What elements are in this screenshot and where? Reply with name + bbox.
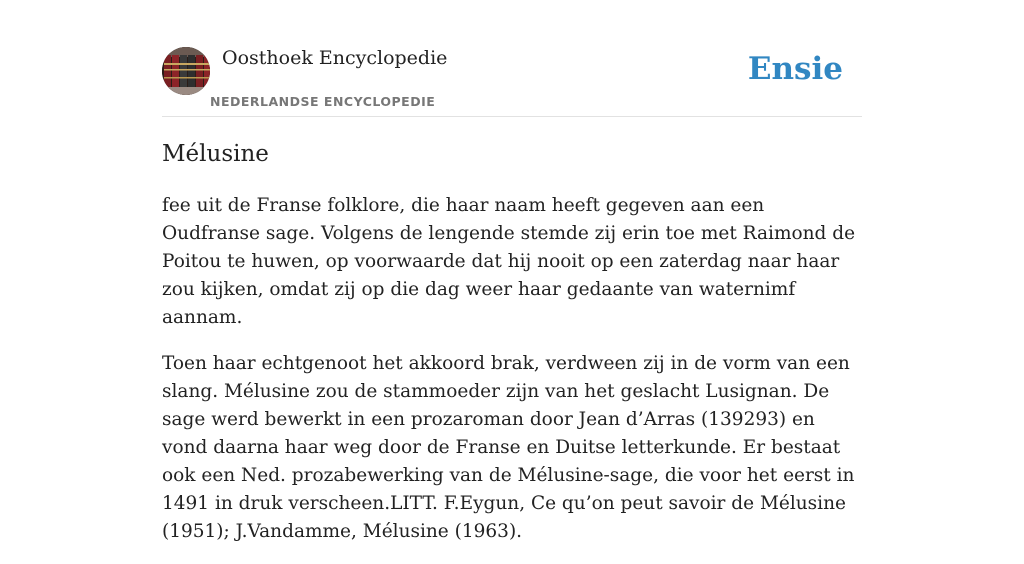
article-paragraph-2: Toen haar echtgenoot het akkoord brak, verdween zij in de vorm van een slang. Mélusine zou de stammoeder zijn van het geslacht Lusignan. De sage werd bewerkt in een prozaroman door Jean d’Arras (139293) en vond daarna haar weg door de Franse en Duitse letterkunde. Er bestaat ook een Ned. prozabewerking van de Mélusine-sage, die voor het eerst in 1491 in druk verscheen.LITT. F.Eygun, Ce qu’on peut savoir de Mélusine (1951); J.Vandamme, Mélusine (1963). <box>162 353 855 542</box>
encyclopedia-books-icon[interactable] <box>162 47 210 95</box>
site-subtitle: NEDERLANDSE ENCYCLOPEDIE <box>210 94 436 109</box>
article-paragraph-1: fee uit de Franse folklore, die haar naam heeft gegeven aan een Oudfranse sage. Volgens de lengende stemde zij erin toe met Raimond de Poitou te huwen, op voorwaarde dat hij nooit op een zaterdag naar haar zou kijken, omdat zij op die dag weer haar gedaante van waternimf aannam. <box>162 195 856 328</box>
page-title: Mélusine <box>162 141 269 167</box>
site-header <box>162 46 862 117</box>
site-title[interactable]: Oosthoek Encyclopedie <box>222 47 448 69</box>
article <box>162 138 864 564</box>
brand-logo-link[interactable]: Ensie <box>747 51 843 87</box>
